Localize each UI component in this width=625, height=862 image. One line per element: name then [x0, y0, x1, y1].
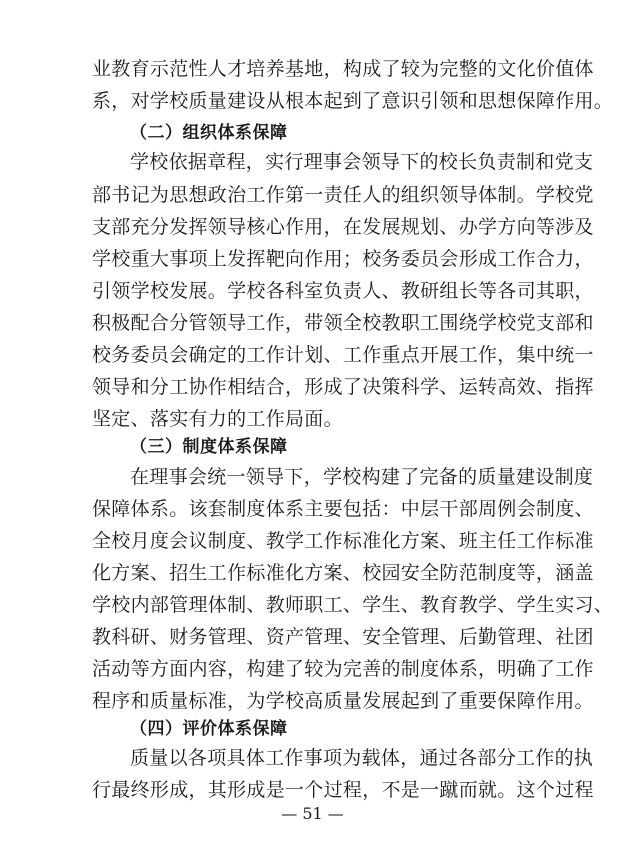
body-text-line: 行最终形成，其形成是一个过程，不是一蹴而就。这个过程: [92, 779, 594, 801]
section-heading-organization: （二）组织体系保障: [130, 123, 288, 143]
body-text-line: 质量以各项具体工作事项为载体，通过各部分工作的执: [130, 747, 594, 769]
body-text-line: 保障体系。该套制度体系主要包括：中层干部周例会制度、: [92, 498, 594, 520]
body-text-line: 业教育示范性人才培养基地，构成了较为完整的文化价值体: [92, 58, 594, 80]
body-text-line: 学校内部管理体制、教师职工、学生、教育教学、学生实习、: [92, 594, 614, 616]
body-text-line: 程序和质量标准，为学校高质量发展起到了重要保障作用。: [92, 690, 594, 712]
body-text-line: 引领学校发展。学校各科室负责人、教研组长等各司其职，: [92, 280, 594, 302]
body-text-line: 支部充分发挥领导核心作用，在发展规划、办学方向等涉及: [92, 216, 594, 238]
body-text-line: 学校依据章程，实行理事会领导下的校长负责制和党支: [130, 151, 594, 173]
body-text-line: 领导和分工协作相结合，形成了决策科学、运转高效、指挥: [92, 376, 594, 398]
body-text-line: 部书记为思想政治工作第一责任人的组织领导体制。学校党: [92, 184, 594, 206]
body-text-line: 在理事会统一领导下，学校构建了完备的质量建设制度: [130, 466, 594, 488]
body-text-line: 教科研、财务管理、资产管理、安全管理、后勤管理、社团: [92, 626, 594, 648]
body-text-line: 全校月度会议制度、教学工作标准化方案、班主任工作标准: [92, 530, 594, 552]
body-text-line: 坚定、落实有力的工作局面。: [92, 408, 343, 430]
body-text-line: 系，对学校质量建设从根本起到了意识引领和思想保障作用。: [92, 90, 614, 112]
body-text-line: 活动等方面内容，构建了较为完善的制度体系，明确了工作: [92, 658, 594, 680]
body-text-line: 化方案、招生工作标准化方案、校园安全防范制度等，涵盖: [92, 562, 594, 584]
body-text-line: 学校重大事项上发挥靶向作用；校务委员会形成工作合力，: [92, 248, 594, 270]
page-number: — 51 —: [281, 804, 344, 823]
section-heading-system: （三）制度体系保障: [130, 437, 288, 457]
section-heading-evaluation: （四）评价体系保障: [130, 719, 288, 739]
body-text-line: 积极配合分管领导工作，带领全校教职工围绕学校党支部和: [92, 312, 594, 334]
body-text-line: 校务委员会确定的工作计划、工作重点开展工作，集中统一: [92, 344, 594, 366]
